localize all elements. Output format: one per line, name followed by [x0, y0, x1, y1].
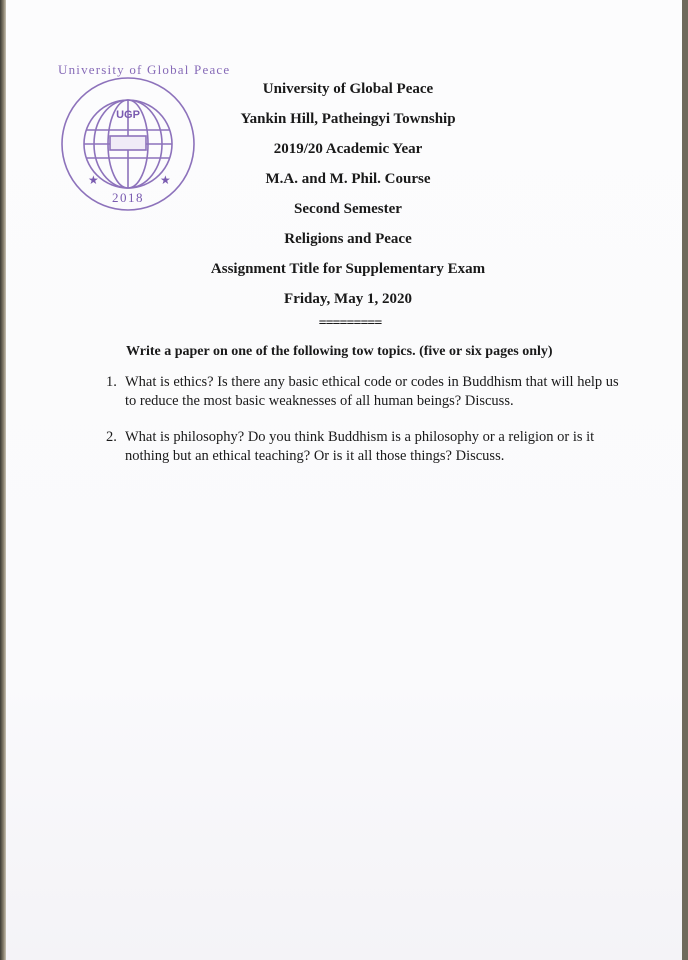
header-course: M.A. and M. Phil. Course [265, 171, 431, 187]
topic-text: What is ethics? Is there any basic ethical code or codes in Buddhism that will help us to reduce the most basic weaknesses of all human beings? Discuss. [125, 374, 619, 409]
document-header [6, 74, 682, 314]
header-academic-year: 2019/20 Academic Year [273, 141, 423, 157]
header-location: Yankin Hill, Patheingyi Township [240, 111, 456, 127]
document-page [6, 0, 682, 960]
seal-emblem-text: UGP [116, 109, 140, 121]
list-item [106, 373, 626, 410]
header-semester: Second Semester [294, 201, 402, 217]
header-assignment-title: Assignment Title for Supplementary Exam [210, 261, 486, 277]
seal-year: 2018 [112, 190, 144, 205]
instruction-text: Write a paper on one of the following tow topics. (five or six pages only) [126, 344, 553, 359]
topic-list [106, 373, 626, 483]
header-subject: Religions and Peace [284, 231, 412, 247]
topic-number: 2. [106, 429, 117, 445]
section-divider: ========= [318, 316, 382, 331]
seal-star-left: ★ [88, 173, 99, 187]
topic-text: What is philosophy? Do you think Buddhism is a philosophy or a religion or is it nothing but an ethical teaching? Or is it all those things? Discuss. [125, 429, 595, 464]
topic-number: 1. [106, 374, 117, 390]
seal-arc-text: University of Global Peace [58, 62, 231, 77]
header-university: University of Global Peace [262, 81, 434, 97]
seal-star-right: ★ [160, 173, 171, 187]
header-date: Friday, May 1, 2020 [284, 291, 412, 307]
list-item [106, 428, 626, 465]
